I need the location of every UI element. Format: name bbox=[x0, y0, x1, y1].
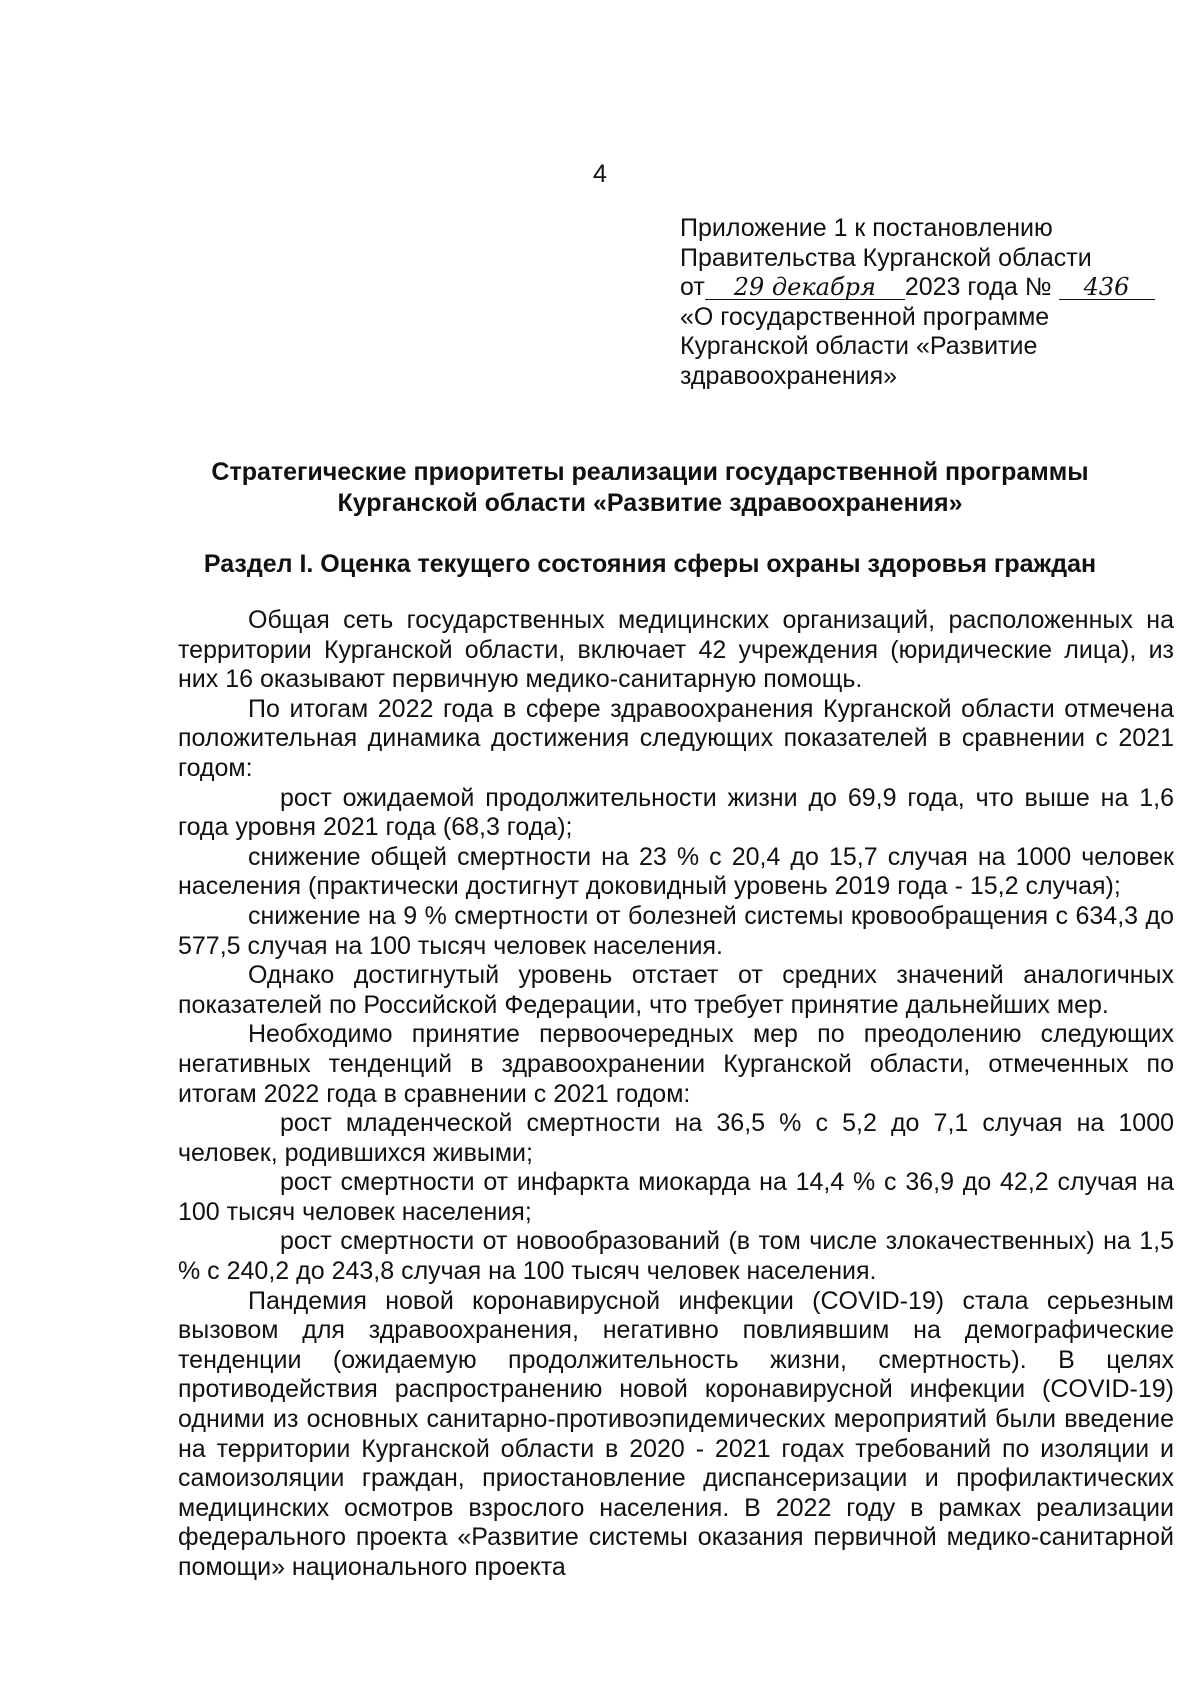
paragraph-circulatory-mortality: снижение на 9 % смертности от болезней системы кровообращения с 634,3 до 577,5 случая на 100 тысяч человек населения. bbox=[178, 901, 1174, 960]
body-text bbox=[178, 606, 1174, 1583]
page-number: 4 bbox=[593, 160, 607, 188]
handwritten-date: 29 декабря bbox=[705, 275, 905, 300]
paragraph-neoplasm-mortality: рост смертности от новообразований (в том числе злокачественных) на 1,5 % с 240,2 до 243,8 случая на 100 тысяч человек населения. bbox=[178, 1227, 1174, 1286]
annex-date-line bbox=[680, 273, 1180, 303]
title-line-2: Курганской области «Развитие здравоохранения» bbox=[337, 489, 963, 517]
paragraph-infant-mortality: рост младенческой смертности на 36,5 % с 5,2 до 7,1 случая на 1000 человек, родившихся живыми; bbox=[178, 1109, 1174, 1167]
annex-line-4: «О государственной программе bbox=[680, 302, 1050, 331]
paragraph-pandemic: Пандемия новой коронавирусной инфекции (COVID-19) стала серьезным вызовом для здравоохранения, негативно повлиявшим на демографические тенденции (ожидаемую продолжительность жизни, смертность). В целях противодействия распространению новой коронавирусной инфекции (COVID-19) одними из основных санитарно-противоэпидемических мероприятий были введение на территории Курганской области в 2020 - 2021 годах требований по изоляции и самоизоляции граждан, приостановление диспансеризации и профилактических медицинских осмотров взрослого населения. В 2022 году в рамках реализации федерального проекта «Развитие системы оказания первичной медико-санитарной помощи» национального проекта bbox=[178, 1286, 1174, 1581]
paragraph-general-mortality: снижение общей смертности на 23 % с 20,4 до 15,7 случая на 1000 человек населения (практически достигнут доковидный уровень 2019 года - 15,2 случая); bbox=[178, 842, 1174, 901]
document-title bbox=[150, 457, 1150, 519]
annex-block bbox=[680, 214, 1180, 391]
handwritten-number: 436 bbox=[1059, 275, 1155, 300]
annex-line-6: здравоохранения» bbox=[680, 361, 898, 390]
annex-line-2: Правительства Курганской области bbox=[680, 243, 1092, 272]
title-line-1: Стратегические приоритеты реализации государственной программы bbox=[211, 458, 1089, 486]
section-heading: Раздел I. Оценка текущего состояния сферы охраны здоровья граждан bbox=[203, 550, 1097, 578]
paragraph-heart-attack-mortality: рост смертности от инфаркта миокарда на 14,4 % с 36,9 до 42,2 случая на 100 тысяч человек населения; bbox=[178, 1168, 1174, 1226]
annex-line-1: Приложение 1 к постановлению bbox=[680, 214, 1053, 242]
annex-year-text: 2023 года № bbox=[904, 273, 1052, 301]
paragraph-positive-dynamics: По итогам 2022 года в сфере здравоохранения Курганской области отмечена положительная динамика достижения следующих показателей в сравнении с 2021 годом: bbox=[178, 694, 1174, 782]
paragraph-network: Общая сеть государственных медицинских организаций, расположенных на территории Курганской области, включает 42 учреждения (юридические лица), из них 16 оказывают первичную медико-санитарную помощь. bbox=[178, 606, 1174, 694]
paragraph-life-expectancy: рост ожидаемой продолжительности жизни до 69,9 года, что выше на 1,6 года уровня 2021 года (68,3 года); bbox=[178, 783, 1174, 842]
paragraph-negative-trends: Необходимо принятие первоочередных мер по преодолению следующих негативных тенденций в здравоохранении Курганской области, отмеченных по итогам 2022 года в сравнении с 2021 годом: bbox=[178, 1020, 1174, 1108]
paragraph-lagging-level: Однако достигнутый уровень отстает от средних значений аналогичных показателей по Российской Федерации, что требует принятие дальнейших мер. bbox=[178, 961, 1174, 1019]
annex-line-5: Курганской области «Развитие bbox=[680, 332, 1038, 360]
annex-date-prefix: от bbox=[680, 273, 705, 301]
